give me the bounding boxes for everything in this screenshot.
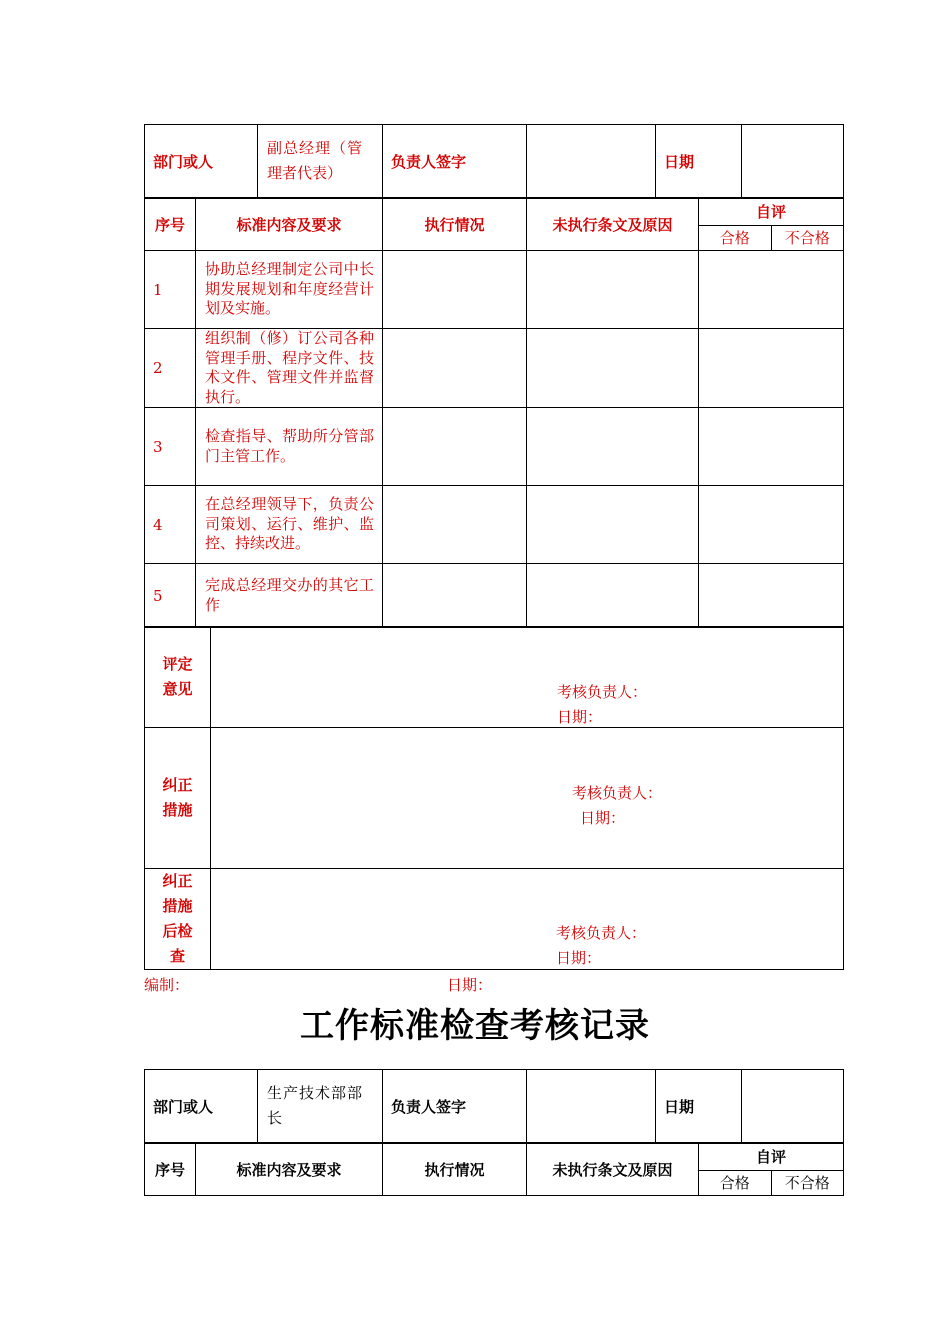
dept-value-line1: 副总经理（管 [267,139,364,157]
page-title: 工作标准检查考核记录 [300,1006,650,1046]
row-no: 3 [145,408,196,486]
date-field[interactable] [742,125,844,198]
sign-field[interactable] [527,125,656,198]
sheet2-header-table [144,1069,844,1143]
reason-cell[interactable] [527,251,699,329]
dept-label: 部门或人 [145,125,258,198]
dept-value-line2: 理者代表） [267,164,343,182]
row-content: 在总经理领导下，负责公司策划、运行、维护、监控、持续改进。 [196,486,383,564]
fail-label: 不合格 [784,1174,830,1193]
row-content: 协助总经理制定公司中长期发展规划和年度经营计划及实施。 [196,251,383,329]
execution-cell[interactable] [383,329,527,408]
row-no: 4 [145,486,196,564]
col-reason: 未执行条文及原因 [527,199,699,251]
assessor-label: 考核负责人： [572,784,663,802]
dept-label: 部门或人 [145,1070,258,1143]
section-body-corrective[interactable] [211,728,844,869]
date-label: 日期 [656,1070,742,1143]
col-no: 序号 [145,1144,196,1196]
row-no: 2 [145,329,196,408]
row-content: 检查指导、帮助所分管部门主管工作。 [196,408,383,486]
execution-cell[interactable] [383,564,527,628]
col-standard: 标准内容及要求 [196,1144,383,1196]
col-no: 序号 [145,199,196,251]
sign-label: 负责人签字 [383,125,527,198]
dept-value-line2: 长 [267,1109,283,1127]
pass-label: 合格 [699,225,771,250]
sign-label: 负责人签字 [383,1070,527,1143]
reason-cell[interactable] [527,564,699,628]
self-eval-cell[interactable] [699,408,844,486]
self-eval-cell[interactable] [699,564,844,628]
sign-field[interactable] [527,1070,656,1143]
col-execution: 执行情况 [383,199,527,251]
sheet1-standards-table [144,198,844,628]
dept-value-line1: 生产技术部部 [267,1084,364,1102]
assessor-label: 考核负责人： [557,683,648,701]
execution-cell[interactable] [383,251,527,329]
self-eval-cell[interactable] [699,329,844,408]
prepared-by-label: 编制： [144,976,190,994]
self-eval-cell[interactable] [699,486,844,564]
footer-date-label: 日期： [447,976,493,994]
fail-label: 不合格 [784,229,830,248]
reason-cell[interactable] [527,329,699,408]
row-no: 1 [145,251,196,329]
assessor-date-label: 日期： [580,809,626,827]
col-standard: 标准内容及要求 [196,199,383,251]
row-no: 5 [145,564,196,628]
sheet1-sections-table [144,626,844,970]
pass-label: 合格 [699,1170,771,1195]
col-execution: 执行情况 [383,1144,527,1196]
assessor-date-label: 日期： [556,949,602,967]
row-content: 完成总经理交办的其它工作 [196,564,383,628]
reason-cell[interactable] [527,408,699,486]
section-body-followup[interactable] [211,869,844,970]
sheet2-standards-table [144,1143,844,1196]
self-eval-cell[interactable] [699,251,844,329]
sheet1-header-table [144,124,844,198]
date-label: 日期 [656,125,742,198]
dept-value [258,125,383,198]
section-label-corrective: 纠正 措施 [145,728,211,869]
date-field[interactable] [742,1070,844,1143]
col-reason: 未执行条文及原因 [527,1144,699,1196]
self-eval-subtable [699,199,843,250]
section-label-evaluation: 评定 意见 [145,627,211,728]
self-eval-subtable [699,1144,843,1195]
section-label-followup: 纠正 措施 后检 查 [145,869,211,970]
execution-cell[interactable] [383,408,527,486]
section-body-evaluation[interactable] [211,627,844,728]
reason-cell[interactable] [527,486,699,564]
col-self-eval [699,1144,844,1196]
dept-value [258,1070,383,1143]
self-eval-label: 自评 [699,1144,843,1170]
execution-cell[interactable] [383,486,527,564]
row-content: 组织制（修）订公司各种管理手册、程序文件、技术文件、管理文件并监督执行。 [196,329,383,408]
col-self-eval [699,199,844,251]
assessor-label: 考核负责人： [556,924,647,942]
assessor-date-label: 日期： [557,708,603,726]
self-eval-label: 自评 [699,199,843,225]
